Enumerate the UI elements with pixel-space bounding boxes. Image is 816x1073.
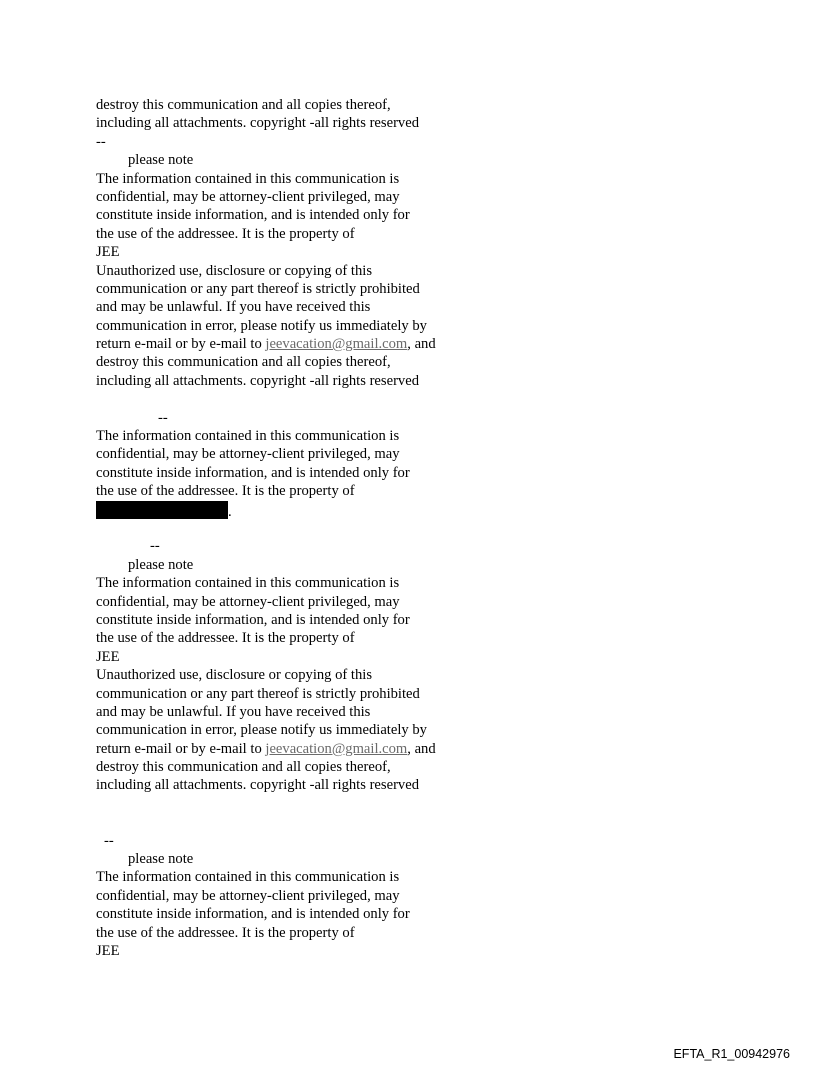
spacer bbox=[96, 795, 496, 813]
text-line: communication in error, please notify us immediately by bbox=[96, 722, 427, 739]
text-line: JEE bbox=[96, 942, 120, 959]
text-line: constitute inside information, and is intended only for bbox=[96, 207, 410, 224]
text-line: including all attachments. copyright -all rights reserved bbox=[96, 372, 419, 389]
text-line: including all attachments. copyright -all rights reserved bbox=[96, 115, 419, 132]
redaction-bar bbox=[96, 501, 228, 519]
spacer bbox=[96, 390, 496, 408]
text-line: the use of the addressee. It is the property of bbox=[96, 630, 355, 647]
text-line: confidential, may be attorney-client privileged, may bbox=[96, 887, 400, 904]
disclaimer-block-2 bbox=[96, 151, 496, 390]
text-line: The information contained in this communication is bbox=[96, 170, 400, 187]
text-line: constitute inside information, and is intended only for bbox=[96, 611, 410, 628]
text-line: the use of the addressee. It is the property of bbox=[96, 483, 355, 500]
text-line: The information contained in this communication is bbox=[96, 575, 400, 592]
separator-dash: -- bbox=[104, 832, 114, 849]
text-line: Unauthorized use, disclosure or copying of this bbox=[96, 667, 373, 684]
text-line: confidential, may be attorney-client privileged, may bbox=[96, 446, 400, 463]
text-line-with-email bbox=[96, 335, 496, 353]
disclaimer-block-4 bbox=[96, 537, 496, 794]
text-line: the use of the addressee. It is the property of bbox=[96, 225, 355, 242]
please-note-heading: please note bbox=[128, 556, 194, 573]
text-line: constitute inside information, and is intended only for bbox=[96, 906, 410, 923]
separator-dash: -- bbox=[158, 409, 168, 426]
text-segment: . bbox=[228, 503, 232, 520]
text-line: The information contained in this communication is bbox=[96, 428, 400, 445]
text-line: communication in error, please notify us immediately by bbox=[96, 317, 427, 334]
text-line: confidential, may be attorney-client privileged, may bbox=[96, 593, 400, 610]
text-line: the use of the addressee. It is the property of bbox=[96, 924, 355, 941]
text-segment: return e-mail or by e-mail to bbox=[96, 336, 266, 353]
text-segment: return e-mail or by e-mail to bbox=[96, 740, 266, 757]
text-line: The information contained in this communication is bbox=[96, 869, 400, 886]
disclaimer-block-5 bbox=[96, 832, 496, 961]
text-line: communication or any part thereof is strictly prohibited bbox=[96, 685, 420, 702]
please-note-heading: please note bbox=[128, 152, 194, 169]
disclaimer-block-1 bbox=[96, 96, 496, 151]
disclaimer-block-3 bbox=[96, 409, 496, 519]
text-line: and may be unlawful. If you have received this bbox=[96, 299, 371, 316]
email-link[interactable]: jeevacation@gmail.com bbox=[265, 336, 408, 353]
text-line: Unauthorized use, disclosure or copying of this bbox=[96, 262, 373, 279]
text-line: including all attachments. copyright -all rights reserved bbox=[96, 777, 419, 794]
spacer bbox=[96, 813, 496, 831]
text-line: JEE bbox=[96, 648, 120, 665]
email-body bbox=[96, 96, 496, 960]
email-link[interactable]: jeevacation@gmail.com bbox=[265, 740, 408, 757]
document-id-footer: EFTA_R1_00942976 bbox=[673, 1047, 790, 1061]
text-line: and may be unlawful. If you have received this bbox=[96, 703, 371, 720]
please-note-heading: please note bbox=[128, 851, 194, 868]
text-line: constitute inside information, and is intended only for bbox=[96, 464, 410, 481]
text-line: destroy this communication and all copies thereof, bbox=[96, 97, 391, 113]
text-line: confidential, may be attorney-client privileged, may bbox=[96, 188, 400, 205]
separator-dash: -- bbox=[96, 133, 106, 150]
text-line: destroy this communication and all copies thereof, bbox=[96, 354, 391, 371]
text-segment: , and bbox=[407, 740, 436, 757]
separator-dash: -- bbox=[150, 538, 160, 555]
text-line-with-email bbox=[96, 740, 496, 758]
spacer bbox=[96, 519, 496, 537]
text-line: communication or any part thereof is strictly prohibited bbox=[96, 280, 420, 297]
redacted-line bbox=[96, 501, 496, 519]
text-line: JEE bbox=[96, 244, 120, 261]
text-segment: , and bbox=[407, 336, 436, 353]
text-line: destroy this communication and all copies thereof, bbox=[96, 759, 391, 776]
